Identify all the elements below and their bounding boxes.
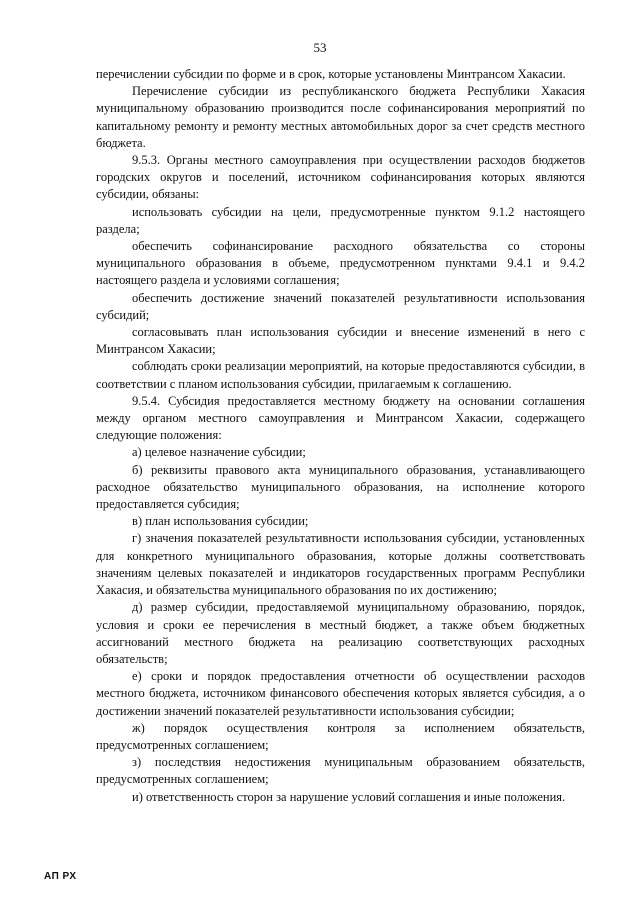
paragraph-9-5-4: 9.5.4. Субсидия предоставляется местному бюджету на основании соглашения между органом местного самоуправления и Минтрансом Хакасии, содержащего следующие положения: [96,393,585,443]
paragraph-9-5-3: 9.5.3. Органы местного самоуправления при осуществлении расходов бюджетов городских округов и поселений, источником софинансирования которых являются субсидии, обязаны: [96,153,585,202]
paragraph-continuation: перечислении субсидии по форме и в срок, которые установлены Минтрансом Хакасии. [96,67,566,81]
obligation-item: согласовывать план использования субсидии и внесение изменений в него с Минтрансом Хакасии; [96,325,585,357]
agreement-item-a: а) целевое назначение субсидии; [132,445,306,460]
page-number: 53 [313,40,327,55]
footer-mark: АП РХ [44,871,77,882]
obligation-item: обеспечить софинансирование расходного обязательства со стороны муниципального образования в объеме, предусмотренном пунктами 9.4.1 и 9.4.2 настоящего раздела и условиями соглашения; [96,239,585,288]
document-body [96,66,585,806]
agreement-item-d: д) размер субсидии, предоставляемой муниципальному образованию, порядок, условия и сроки ее перечисления в местный бюджет, а также объем бюджетных ассигнований местного бюджета на реализацию соответствующих расходных обязательств; [96,600,585,666]
agreement-item-g: г) значения показателей результативности использования субсидии, установленных для конкретного муниципального образования, которые должны соответствовать значениям целевых показателей и индикаторов государственных программ Республики Хакасия, и обязательства муниципального образования по их достижению; [96,531,585,598]
agreement-item-z: з) последствия недостижения муниципальным образованием обязательств, предусмотренных соглашением; [96,755,585,787]
obligation-item: обеспечить достижение значений показателей результативности использования субсидий; [96,290,585,322]
paragraph-transfer-of-subsidy: Перечисление субсидии из республиканского бюджета Республики Хакасия муниципальному образованию производится после софинансирования мероприятий по капитальному ремонту и ремонту местных автомобильных дорог за счет средств местного бюджета. [96,84,585,150]
agreement-item-zh: ж) порядок осуществления контроля за исполнением обязательств, предусмотренных соглашением; [96,720,585,752]
agreement-item-v: в) план использования субсидии; [132,514,309,529]
agreement-item-i: и) ответственность сторон за нарушение условий соглашения и иные положения. [132,789,566,804]
obligation-item: соблюдать сроки реализации мероприятий, на которые предоставляются субсидии, в соответствии с планом использования субсидии, прилагаемым к соглашению. [96,359,585,391]
obligation-item: использовать субсидии на цели, предусмотренные пунктом 9.1.2 настоящего раздела; [96,204,585,236]
agreement-item-b: б) реквизиты правового акта муниципального образования, устанавливающего расходное обязательство муниципального образования, на исполнение которого предоставляется субсидия; [96,462,585,512]
agreement-item-e: е) сроки и порядок предоставления отчетности об осуществлении расходов местного бюджета, источником финансового обеспечения которых является субсидия, а о достижении значений показателей результативности использования субсидии; [96,669,585,718]
